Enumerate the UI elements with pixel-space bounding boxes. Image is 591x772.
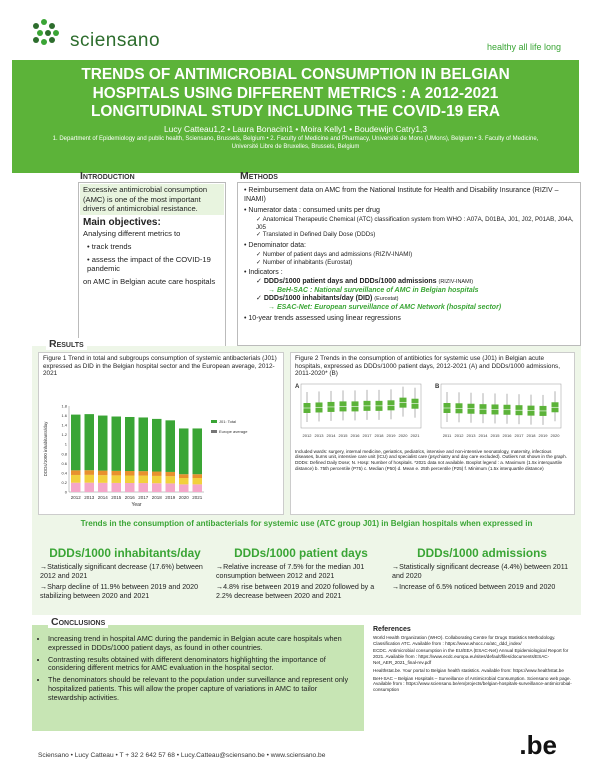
bar [85,470,95,475]
tick-label: 2018 [374,432,384,438]
title-banner [12,60,579,173]
tick-label: 2017 [138,494,149,500]
bar [71,475,81,483]
tick-label: 0.4 [61,470,67,476]
methods-box [237,182,581,346]
tick-label: 2013 [314,432,324,438]
tick-label: 2019 [538,432,548,438]
tick-label: 2017 [514,432,524,438]
bar [85,482,95,491]
tick-label: 1.2 [61,431,67,437]
bar [193,474,203,478]
tick-label: 2015 [111,494,122,500]
logo-text: sciensano [70,30,161,51]
be-text: .be [519,730,557,760]
methods-sub: ✓ Number of patient days and admissions (RIZIV-INAMI) [256,250,413,258]
methods-arrow: → ESAC-Net: European surveillance of AMC Network (hospital sector) [268,303,502,311]
tick-label: 2015 [490,432,500,438]
analysing-text: Analysing different metrics to [83,229,181,239]
figure-2-chart [291,380,574,442]
title-line: LONGITUDINAL STUDY INCLUDING THE COVID-19 ERA [90,103,501,120]
tick-label: 2018 [151,494,162,500]
intro-tail: on AMC in Belgian acute care hospitals [83,276,216,286]
conclusions-box [32,625,364,731]
bar [71,470,81,475]
bar [193,478,203,484]
be-logo [519,730,557,761]
methods-bullet: • Numerator data : consumed units per drug [244,207,380,215]
legend-swatch [211,420,217,423]
metric-point: →Statistically significant decrease (17.6%) between 2012 and 2021 [40,563,203,580]
tick-label: 2019 [386,432,396,438]
tick-label: 2014 [97,494,108,500]
references [370,625,581,731]
methods-bullet: • 10-year trends assessed using linear regressions [244,315,401,323]
tick-label: 1.8 [61,403,67,409]
bar [85,475,95,483]
figure-1-caption: Figure 1 Trend in total and subgroups consumption of systemic antibacterials (J01) expressed as DID in the Belgian hospital sector and the European average, 2012-2021 [43,355,277,378]
reference-item: Healthstat.be. Your portal to Belgian health statistics. Available from: https://www.healthstat.be [373,667,564,673]
tick-label: 2012 [302,432,312,438]
references-heading: References [373,626,411,633]
tick-label: 2021 [410,432,420,438]
bar [139,417,149,471]
tick-label: 2016 [502,432,512,438]
methods-arrow: → BeH-SAC : National surveillance of AMC in Belgian hospitals [268,286,479,294]
intro-heading: Introduction [80,170,135,182]
bar [166,420,176,472]
figure-1 [38,352,284,515]
tick-label: 2017 [362,432,372,438]
bar [98,475,108,483]
bar [139,471,149,475]
list-item: • Increasing trend in hospital AMC during the pandemic in Belgian acute care hospitals when expressed in DDDs/1000 patient days, as found in other countries. [48,635,358,653]
bar [71,482,81,491]
bar [125,483,135,492]
bar [125,475,135,483]
tick-label: 0.8 [61,451,67,457]
metric-point: →Relative increase of 7.5% for the median J01 consumption between 2012 and 2021 [216,563,365,580]
metric-point: →Statistically significant decrease (4.4%) between 2011 and 2020 [392,563,569,580]
trends-title: Trends in the consumption of antibacterials for systemic use (ATC group J01) in Belgian hospitals when expressed in [80,519,533,528]
x-axis-label: Year [131,501,142,508]
methods-bullet: • Indicators : [244,269,283,277]
objectives-title: Main objectives: [83,216,161,228]
tick-label: 2014 [326,432,336,438]
panel-label: B [435,383,440,390]
poster-title [12,60,579,122]
bar [193,428,203,474]
tick-label: 2019 [165,494,176,500]
authors: Lucy Catteau1,2 • Laura Bonacini1 • Moira Kelly1 • Boudewijn Catry1,3 [164,123,427,134]
bar [112,483,122,492]
title-line: TRENDS OF ANTIMICROBIAL CONSUMPTION IN BELGIAN [81,66,510,83]
tick-label: 0 [64,489,67,495]
bar [125,471,135,476]
methods-bullet: • Denominator data: [244,242,306,250]
bar [125,417,135,471]
methods-bullet: • Reimbursement data on AMC from the National Institute for Health and Disability Insurance (RIZIV – INAMI) [244,187,559,203]
tick-label: 2011 [442,432,452,438]
metric-point: →4.8% rise between 2019 and 2020 followed by a 2.2% decrease between 2020 and 2021 [216,583,375,600]
tick-label: 2020 [178,494,189,500]
legend-swatch [211,430,217,433]
bar [139,475,149,482]
bar [112,416,122,470]
bar [179,474,189,478]
bar [179,478,189,484]
bar [166,472,176,476]
methods-sub: ✓ DDDs/1000 patient days and DDDs/1000 admissions (RIZIV-INAMI) [256,277,474,285]
figure-2-note: Included wards: surgery, internal medicine, geriatrics, pediatrics, intensive and non-intensive neonatology, maternity, infectious diseases, burns unit, intensive care unit (ICU) and specialist care (psychiatry and day care excluded). Outliers not shown in the graph. DDDs: Defined Daily Dose; N. Hosp: Number of hospitals. *2021 data not available. Boxplot legend : a. Maximum (1.5x interquartile distance) b. 75th percentile (P75) c. Median (P50) d. Mean e. 25th percentile (P25) f. Minimum (1.5x interquartile distance) [295,448,567,471]
legend-label: Europe average [219,428,248,434]
legend-label: J01: Total [219,418,237,424]
methods-sub: ✓ DDDs/1000 inhabitants/day (DID) (Eurostat) [256,295,399,303]
metric-point: →Increase of 6.5% noticed between 2019 and 2020 [392,583,556,592]
y-axis-label: DDDs/1000 inhabitants/day [43,421,48,477]
reference-item: BeH-SAC – Belgian Hospitals – Surveillance of Antimicrobial Consumption. Sciensano web page. Available from : https://www.sciensano.be/en/projects/belgian-hospitals-surveillance-antimicrobial-consumption [373,675,572,693]
conclusions-heading: Conclusions [48,616,108,628]
tick-label: 2018 [526,432,536,438]
tick-label: 2015 [338,432,348,438]
tick-label: 0.2 [61,479,67,485]
figure-2-caption: Figure 2 Trends in the consumption of antibiotics for systemic use (J01) in Belgian acute hospitals, expressed as DDDs/1000 patient days, 2012-2021 (A) and DDDs/1000 admissions, 2011-2020* (B) [295,355,560,378]
reference-item: ECDC. Antimicrobial consumption in the EU/EEA (ESAC-Net) Annual Epidemiological Report for 2021. Available from : https://www.ecdc.europa.eu/sites/default/files/documents/ESAC-Net_AER_2021_final-rev.pdf [373,648,569,665]
methods-sub: ✓ Translated in Defined Daily Dose (DDDs) [256,231,376,239]
tick-label: 2021 [192,494,203,500]
tick-label: 2012 [70,494,81,500]
bar [166,476,176,483]
results-heading: Results [46,338,87,350]
bar [179,428,189,474]
tick-label: 2012 [454,432,464,438]
bar [139,483,149,492]
bar [71,414,81,470]
panel-label: A [295,383,300,390]
tagline: healthy all life long [486,42,561,52]
tick-label: 2013 [466,432,476,438]
bar [85,414,95,470]
list-item: • Contrasting results obtained with different denominators highlighting the importance of considering different metrics for AMC evaluation in the hospital sector. [48,656,358,674]
bar [152,483,162,492]
tick-label: 1 [64,441,67,447]
footer-text: Sciensano • Lucy Catteau • T + 32 2 642 57 68 • Lucy.Catteau@sciensano.be • www.sciensano.be [38,752,326,759]
logo-icon [28,16,68,56]
reference-item: World Health Organization (WHO). Collaborating Centre for Drugs Statistics Methodology. Classification ATC. Available from : https://www.whocc.no/atc_ddd_index/ [373,634,556,646]
affiliations: 1. Department of Epidemiology and public health, Sciensano, Brussels, Belgium • 2. Faculty of Medicine and Pharmacy, Université de Mons (UMons), Belgium • 3. Faculty of Medicine, Université Libre de Bruxelles, Brussels, Belgium [52,135,539,150]
tick-label: 2020 [398,432,408,438]
figure-1-chart [39,380,283,510]
metric-did [40,546,210,600]
list-item: • assess the impact of the COVID-19 pandemic [87,254,211,274]
list-item: • The denominators should be relevant to the population under surveillance and represent only hospitalized patients. This will allow the proper capture of variations in AMC to tailor stewardship activities. [48,676,358,702]
methods-sub: ✓ Anatomical Therapeutic Chemical (ATC) classification system from WHO : A07A, D01BA, J01, J02, P01AB, J04A, J05 [256,215,574,231]
metric-patient-days [216,546,386,600]
figure-2 [290,352,575,515]
list-item: • track trends [87,241,132,251]
metric-title: DDDs/1000 admissions [417,546,547,560]
metric-title: DDDs/1000 patient days [234,546,368,560]
metric-admissions [392,546,572,592]
tick-label: 2016 [350,432,360,438]
objectives-list [83,242,221,274]
bar [152,476,162,483]
bar [179,484,189,492]
bar [98,483,108,492]
tick-label: 1.6 [61,412,67,418]
tick-label: 2014 [478,432,488,438]
bar [152,419,162,472]
intro-box [78,182,226,372]
methods-sub: ✓ Number of inhabitants (Eurostat) [256,258,353,266]
bar [152,471,162,475]
methods-heading: Methods [240,170,278,182]
title-line: HOSPITALS USING DIFFERENT METRICS : A 2012-2021 [92,84,499,102]
metric-title: DDDs/1000 inhabitants/day [49,546,201,560]
bar [98,470,108,475]
bar [98,415,108,470]
bar [193,484,203,492]
tick-label: 1.4 [61,422,67,428]
bar [166,483,176,492]
tick-label: 2020 [550,432,560,438]
sciensano-logo [28,16,178,56]
metric-point: →Sharp decline of 11.9% between 2019 and 2020 stabilizing between 2020 and 2021 [40,583,199,600]
tick-label: 2013 [84,494,95,500]
bar [112,471,122,476]
tick-label: 2016 [124,494,135,500]
bar [112,475,122,483]
tick-label: 0.6 [61,460,67,466]
intro-lead: Excessive antimicrobial consumption (AMC) is one of the most important drivers of antimicrobial resistance. [80,184,224,215]
